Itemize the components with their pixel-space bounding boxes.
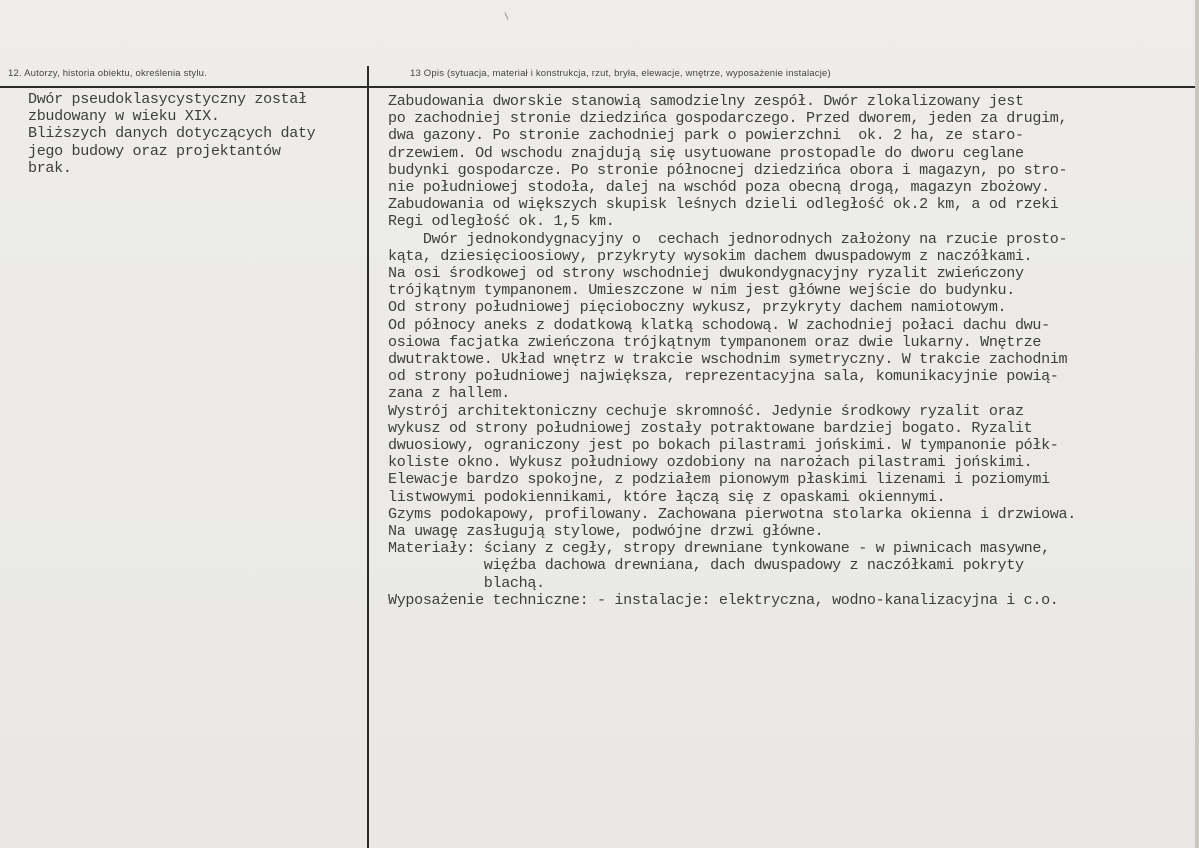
paper-mark: [504, 12, 508, 20]
description-text: Zabudowania dworskie stanowią samodzielny zespół. Dwór zlokalizowany jest po zachodniej stronie dziedzińca gospodarczego. Przed dworem, jeden za drugim, dwa gazony. Po stronie zachodniej park o powierzchni ok. 2 ha, ze staro- drzewiem. Od wschodu znajdują się usytuowane prostopadle do dworu ceglane budynki gospodarcze. Po stronie północnej dziedzińca obora i magazyn, po stro- nie południowej stodoła, dalej na wschód poza obecną drogą, magazyn zbożowy. Zabudowania od większych skupisk leśnych dzieli odległość ok.2 km, a od rzeki Regi odległość ok. 1,5 km. Dwór jednokondygnacyjny o cechach jednorodnych założony na rzucie prosto- kąta, dziesięcioosiowy, przykryty wysokim dachem dwuspadowym z naczółkami. Na osi środkowej od strony wschodniej dwukondygnacyjny ryzalit zwieńczony trójkątnym tympanonem. Umieszczone w nim jest główne wejście do budynku. Od strony południowej pięcioboczny wykusz, przykryty dachem namiotowym. Od północy aneks z dodatkową klatką schodową. W zachodniej połaci dachu dwu- osiowa facjatka zwieńczona trójkątnym tympanonem oraz dwie lukarny. Wnętrze dwutraktowe. Układ wnętrz w trakcie wschodnim symetryczny. W trakcie zachodnim od strony południowej największa, reprezentacyjna sala, komunikacyjnie powią- zana z hallem. Wystrój architektoniczny cechuje skromność. Jedynie środkowy ryzalit oraz wykusz od strony południowej zostały potraktowane bardziej bogato. Ryzalit dwuosiowy, ograniczony jest po bokach pilastrami jońskimi. W tympanonie półk- koliste okno. Wykusz południowy ozdobiony na narożach pilastrami jońskimi. Elewacje bardzo spokojne, z podziałem pionowym płaskimi lizenami i poziomymi listwowymi podokiennikami, które łączą się z opaskami okiennymi. Gzyms podokapowy, profilowany. Zachowana pierwotna stolarka okienna i drzwiowa. Na uwagę zasługują stylowe, podwójne drzwi główne. Materiały: ściany z cegły, stropy drewniane tynkowane - w piwnicach masywne, więźba dachowa drewniana, dach dwuspadowy z naczółkami pokryty blachą. Wyposażenie techniczne: - instalacje: elektryczna, wodno-kanalizacyjna i c.o.: [388, 92, 1076, 609]
section-13-header: 13 Opis (sytuacja, materiał i konstrukcja, rzut, bryła, elewacje, wnętrze, wyposażenie instalacje): [410, 68, 831, 79]
column-divider: [367, 66, 369, 848]
authors-history-text: Dwór pseudoklasycystyczny został zbudowany w wieku XIX. Bliższych danych dotyczących daty jego budowy oraz projektantów brak.: [28, 90, 316, 177]
sheet-edge: [1195, 0, 1199, 848]
section-12-header: 12. Autorzy, historia obiektu, określenia stylu.: [8, 68, 207, 79]
header-rule: [0, 86, 1199, 88]
